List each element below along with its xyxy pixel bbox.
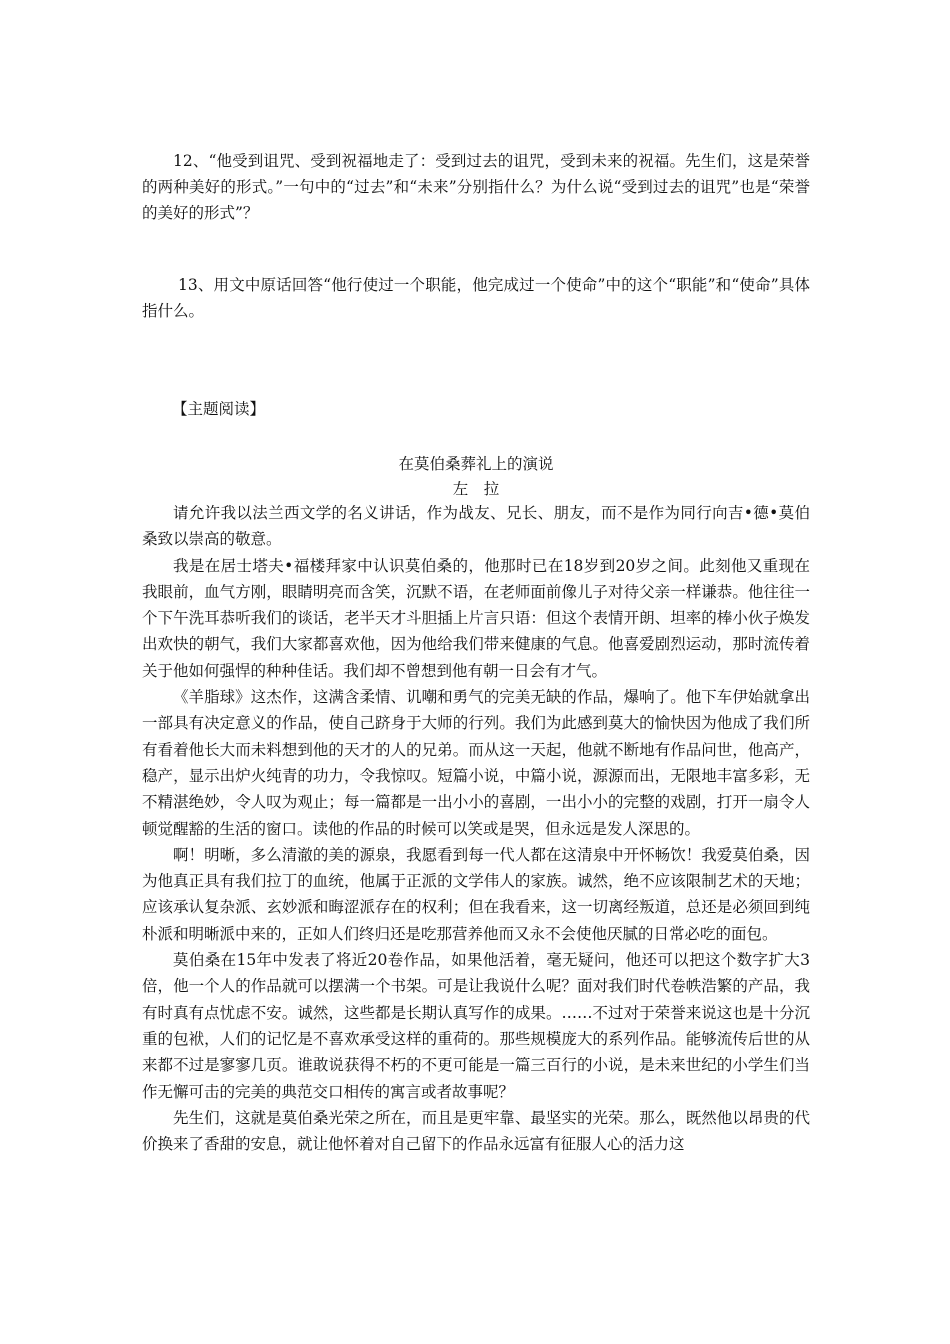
article-paragraph: 我是在居士塔夫•福楼拜家中认识莫伯桑的，他那时已在18岁到20岁之间。此刻他又重现在我眼前，血气方刚，眼睛明亮而含笑，沉默不语，在老师面前像儿子对待父亲一样谦恭。他往往一个下午洗耳恭听我们的谈话，老半天才斗胆插上片言只语：但这个表情开朗、坦率的棒小伙子焕发出欢快的朝气，我们大家都喜欢他，因为他给我们带来健康的气息。他喜爱剧烈运动，那时流传着关于他如何强悍的种种佳话。我们却不曾想到他有朝一日会有才气。 [142,556,810,680]
article-paragraph: 先生们，这就是莫伯桑光荣之所在，而且是更牢靠、最坚实的光荣。那么，既然他以昂贵的代价换来了香甜的安息，就让他怀着对自己留下的作品永远富有征服人心的活力这 [142,1108,810,1154]
article-body [142,500,810,1157]
article-paragraph: 请允许我以法兰西文学的名义讲话，作为战友、兄长、朋友，而不是作为同行向吉•德•莫伯桑致以崇高的敬意。 [142,504,810,549]
article-paragraph: 啊！明晰，多么清澈的美的源泉，我愿看到每一代人都在这清泉中开怀畅饮！我爱莫伯桑，因为他真正具有我们拉丁的血统，他属于正派的文学伟人的家族。诚然，绝不应该限制艺术的天地；应该承认复杂派、玄妙派和晦涩派存在的权利；但在我看来，这一切离经叛道，总还是必须回到纯朴派和明晰派中来的，正如人们终归还是吃那营养他而又永不会使他厌腻的日常必吃的面包。 [142,845,810,943]
article-author: 左 拉 [452,480,500,498]
article-title: 在莫伯桑葬礼上的演说 [398,455,554,473]
section-label: 【主题阅读】 [172,400,266,418]
question-13: 13、用文中原话回答“他行使过一个职能，他完成过一个使命”中的这个“职能”和“使命”具体指什么。 [142,276,810,320]
article-paragraph: 莫伯桑在15年中发表了将近20卷作品，如果他活着，毫无疑问，他还可以把这个数字扩大3倍，他一个人的作品就可以摆满一个书架。可是让我说什么呢？面对我们时代卷帙浩繁的产品，我有时真有点忧虑不安。诚然，这些都是长期认真写作的成果。……不过对于荣誉来说这也是十分沉重的包袱，人们的记忆是不喜欢承受这样的重荷的。那些规模庞大的系列作品。能够流传后世的从来都不过是寥寥几页。谁敢说获得不朽的不更可能是一篇三百行的小说，是未来世纪的小学生们当作无懈可击的完美的典范交口相传的寓言或者故事呢？ [142,951,810,1101]
article-paragraph: 《羊脂球》这杰作，这满含柔情、讥嘲和勇气的完美无缺的作品，爆响了。他下车伊始就拿出一部具有决定意义的作品，使自己跻身于大师的行列。我们为此感到莫大的愉快因为他成了我们所有看着他长大而未料想到他的天才的人的兄弟。而从这一天起，他就不断地有作品问世，他高产，稳产，显示出炉火纯青的功力，令我惊叹。短篇小说，中篇小说，源源而出，无限地丰富多彩，无不精湛绝妙，令人叹为观止；每一篇都是一出小小的喜剧，一出小小的完整的戏剧，打开一扇令人顿觉醒豁的生活的窗口。读他的作品的时候可以笑或是哭，但永远是发人深思的。 [142,688,810,838]
question-12: 12、“他受到诅咒、受到祝福地走了：受到过去的诅咒，受到未来的祝福。先生们，这是荣誉的两种美好的形式。”一句中的“过去”和“未来”分别指什么？为什么说“受到过去的诅咒”也是“荣誉的美好的形式”？ [142,152,810,222]
